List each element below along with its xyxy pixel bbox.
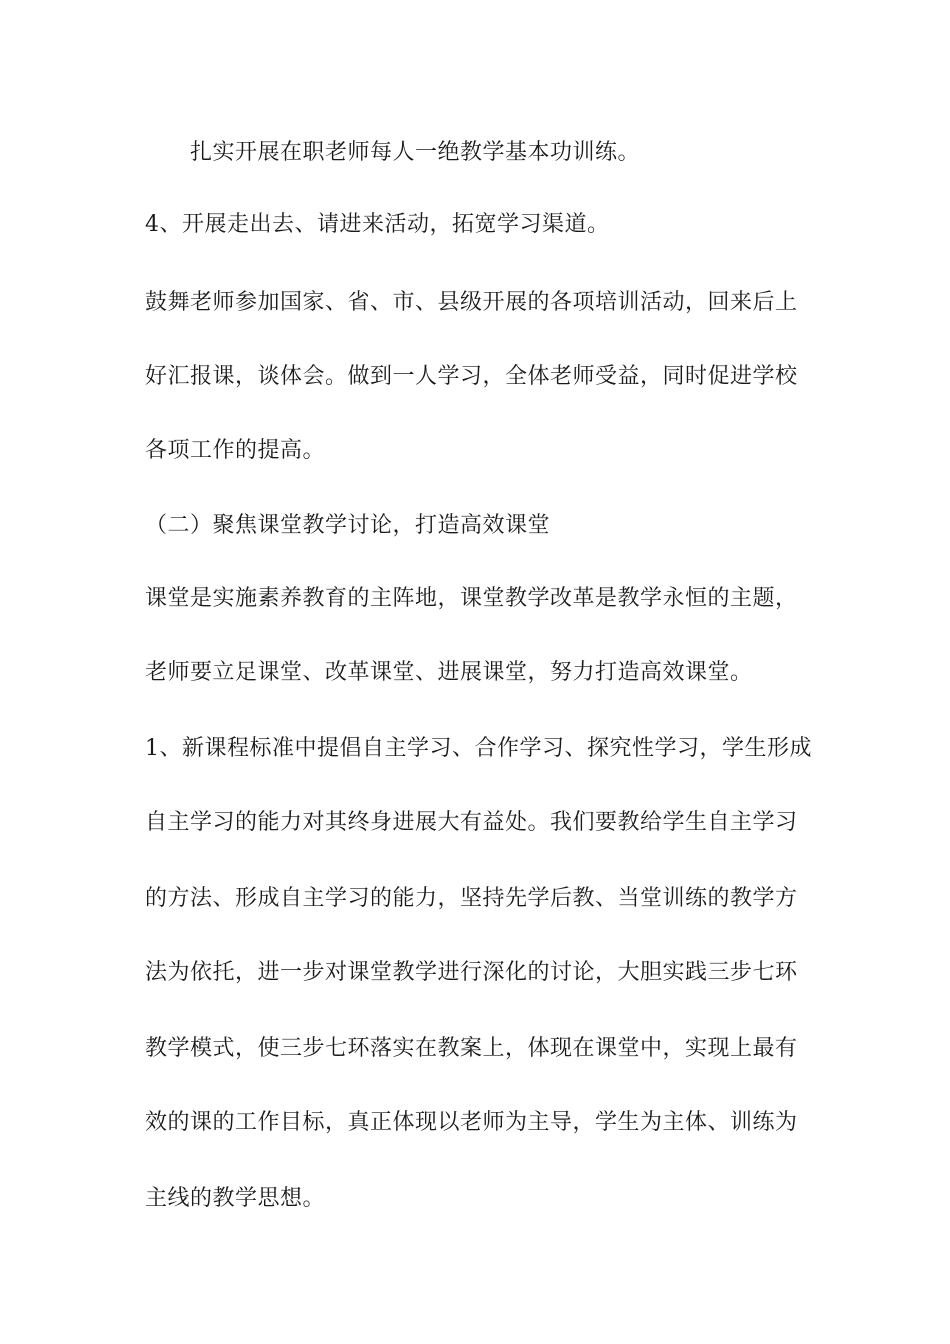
text-line-10: 自主学习的能力对其终身进展大有益处。我们要教给学生自主学习 bbox=[145, 810, 798, 835]
text-line-7: 课堂是实施素养教育的主阵地，课堂教学改革是教学永恒的主题， bbox=[145, 586, 798, 611]
text-line-15: 主线的教学思想。 bbox=[145, 1186, 326, 1211]
text-line-11: 的方法、形成自主学习的能力，坚持先学后教、当堂训练的教学方 bbox=[145, 886, 798, 911]
text-line-9: 1、新课程标准中提倡自主学习、合作学习、探究性学习，学生形成 bbox=[145, 736, 812, 761]
text-line-5: 各项工作的提高。 bbox=[145, 438, 326, 463]
text-line-1: 扎实开展在职老师每人一绝教学基本功训练。 bbox=[190, 140, 641, 165]
text-line-3: 鼓舞老师参加国家、省、市、县级开展的各项培训活动，回来后上 bbox=[145, 290, 798, 315]
text-line-8: 老师要立足课堂、改革课堂、进展课堂，努力打造高效课堂。 bbox=[145, 660, 753, 685]
text-line-4: 好汇报课，谈体会。做到一人学习，全体老师受益，同时促进学校 bbox=[145, 364, 798, 389]
text-line-12: 法为依托，进一步对课堂教学进行深化的讨论，大胆实践三步七环 bbox=[145, 960, 798, 985]
text-line-2: 4、开展走出去、请进来活动，拓宽学习渠道。 bbox=[145, 212, 610, 237]
section-heading: （二）聚焦课堂教学讨论，打造高效课堂 bbox=[145, 513, 551, 538]
text-line-13: 教学模式，使三步七环落实在教案上，体现在课堂中，实现上最有 bbox=[145, 1036, 798, 1061]
text-line-14: 效的课的工作目标，真正体现以老师为主导，学生为主体、训练为 bbox=[145, 1110, 798, 1135]
